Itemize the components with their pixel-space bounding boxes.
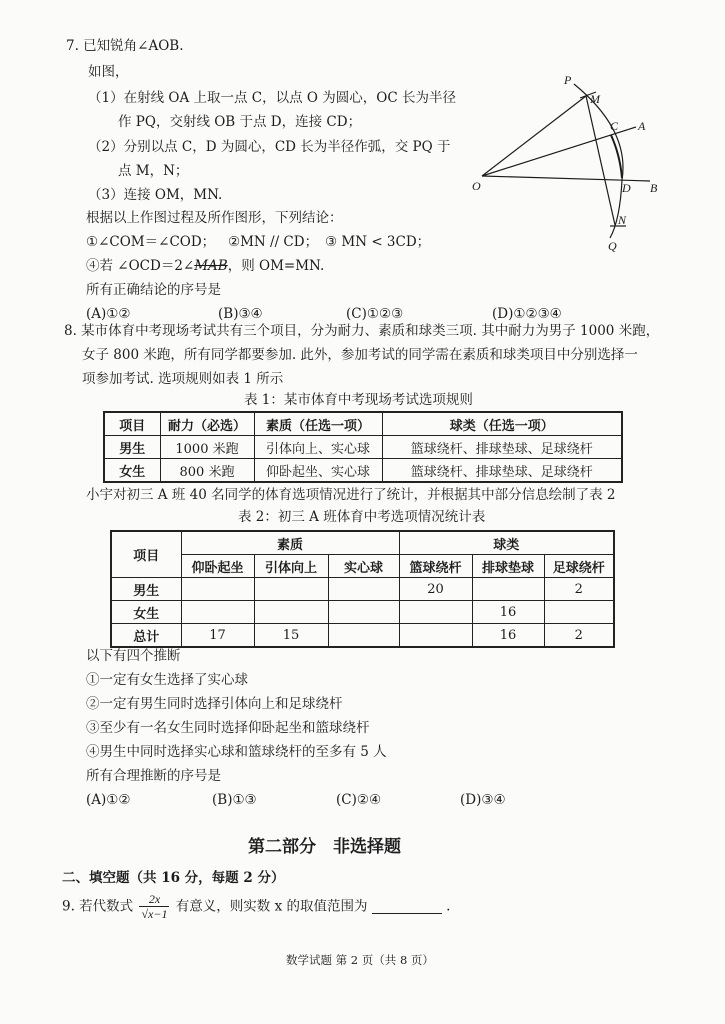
q7-step-1: （1）在射线 OA 上取一点 C，以点 O 为圆心，OC 长为半径: [88, 90, 456, 106]
table2-row: [111, 624, 614, 648]
table2-cell: [399, 624, 472, 648]
q9-prefix: 9. 若代数式: [62, 898, 134, 915]
table2-row-label: 女生: [111, 601, 181, 624]
table1-header: 球类（任选一项）: [382, 412, 622, 436]
table1-row: [104, 459, 622, 483]
q7-option-d: (D)①②③④: [492, 306, 562, 322]
table2-cell: 15: [254, 624, 328, 648]
q8-inference-4: ④男生中同时选择实心球和篮球绕杆的至多有 5 人: [86, 744, 387, 760]
q9-suffix: 有意义，则实数 x 的取值范围为: [175, 898, 368, 915]
q7-option-c: (C)①②③: [346, 306, 404, 322]
label-p: P: [564, 73, 572, 87]
q8-option-b: (B)①③: [212, 792, 257, 808]
table1-cell: 引体向上、实心球: [254, 436, 382, 459]
table1: [103, 411, 623, 483]
q7-intro: 如图，: [88, 64, 129, 80]
q8-mid-text: 小宇对初三 A 班 40 名同学的体育选项情况进行了统计，并根据其中部分信息绘制了表 2: [86, 487, 616, 503]
part2-title: 第二部分 非选择题: [248, 837, 401, 857]
table2-row: [111, 578, 614, 601]
q7-title: 7. 已知锐角∠AOB.: [66, 38, 184, 54]
table1-cell: 800 米跑: [160, 459, 254, 483]
q9-numerator: 2x: [139, 892, 169, 907]
table2-cell: 2: [544, 624, 614, 648]
q8-line-2: 女子 800 米跑，所有同学都要参加. 此外，参加考试的同学需在素质和球类项目中分别选择一: [82, 347, 638, 363]
page-footer: 数学试题 第 2 页（共 8 页）: [286, 953, 434, 967]
table1-header: 项目: [104, 412, 160, 436]
table2-row-label: 男生: [111, 578, 181, 601]
table2-cell: [472, 578, 544, 601]
label-m: M: [590, 92, 600, 106]
q7-step-3: （3）连接 OM，MN.: [88, 187, 223, 203]
table2-subheader: 引体向上: [254, 555, 328, 578]
table2-cell: 16: [472, 624, 544, 648]
section-title: 二、填空题（共 16 分，每题 2 分）: [62, 870, 285, 886]
q8-line-3: 项参加考试. 选项规则如表 1 所示: [82, 371, 284, 387]
table1-header-row: [104, 412, 622, 436]
table1-cell: 女生: [104, 459, 160, 483]
q7-prompt: 所有正确结论的序号是: [86, 282, 221, 298]
q7-conclusion-3: ③ MN < 3CD；: [325, 234, 431, 250]
label-c: C: [610, 119, 619, 133]
q7-step-2: （2）分别以点 C，D 为圆心，CD 长为半径作弧，交 PQ 于: [88, 139, 451, 155]
q7-conclusion-1: ①∠COM＝∠COD；: [86, 234, 216, 250]
segment-om: [482, 96, 586, 176]
label-q: Q: [608, 239, 617, 253]
table2-row-label: 总计: [111, 624, 181, 648]
table2-cell: [328, 578, 399, 601]
table2-cell: [328, 624, 399, 648]
table2-subheader-row: [111, 555, 614, 578]
q9-denominator: √x−1: [141, 907, 168, 921]
table2-group-suzhi: 素质: [181, 531, 399, 555]
label-d: D: [622, 181, 631, 195]
segment-mn: [586, 96, 615, 225]
table1-cell: 1000 米跑: [160, 436, 254, 459]
table2-subheader: 仰卧起坐: [181, 555, 254, 578]
table2-caption: 表 2：初三 A 班体育中考选项情况统计表: [238, 509, 486, 525]
label-a: A: [638, 119, 646, 133]
q7-figure: [460, 60, 680, 260]
q8-prompt: 所有合理推断的序号是: [86, 768, 221, 784]
table1-cell: 篮球绕杆、排球垫球、足球绕杆: [382, 459, 622, 483]
arc-cd-thick: [611, 135, 622, 178]
label-o: O: [472, 179, 481, 193]
q7-conclusion-4-prefix: ④若 ∠OCD＝2∠: [86, 258, 195, 274]
q8-option-d: (D)③④: [460, 792, 506, 808]
table1-caption: 表 1：某市体育中考现场考试选项规则: [244, 392, 473, 408]
table2-cell: [328, 601, 399, 624]
table1-header: 耐力（必选）: [160, 412, 254, 436]
label-b: B: [650, 181, 658, 195]
q8-inference-2: ②一定有男生同时选择引体向上和足球绕杆: [86, 696, 343, 712]
table2-row: [111, 601, 614, 624]
q7-option-b: (B)③④: [218, 306, 263, 322]
table1-cell: 男生: [104, 436, 160, 459]
table1-cell: 篮球绕杆、排球垫球、足球绕杆: [382, 436, 622, 459]
q8-option-a: (A)①②: [86, 792, 131, 808]
q9-answer-blank[interactable]: [372, 899, 442, 914]
table2-cell: 17: [181, 624, 254, 648]
q7-option-a: (A)①②: [86, 306, 131, 322]
table1-cell: 仰卧起坐、实心球: [254, 459, 382, 483]
table2-cell: [544, 601, 614, 624]
arc-pq: [574, 84, 623, 238]
table2-cell: 20: [399, 578, 472, 601]
q7-conclusion-4-struck: MAB: [194, 258, 228, 274]
table2-subheader: 实心球: [328, 555, 399, 578]
q8-inference-lead: 以下有四个推断: [86, 648, 181, 664]
q9-end: .: [446, 898, 451, 915]
table2-cell: [254, 578, 328, 601]
q9-fraction: [139, 892, 169, 921]
table2-cell: [254, 601, 328, 624]
q9: [62, 892, 450, 921]
table2-group-row: [111, 531, 614, 555]
q8-option-c: (C)②④: [336, 792, 382, 808]
q7-conclusion-2: ②MN // CD；: [228, 234, 319, 250]
table2: [110, 530, 615, 648]
q7-conclusion-4: [86, 256, 324, 276]
table2-cell: [181, 601, 254, 624]
q8-inference-3: ③至少有一名女生同时选择仰卧起坐和篮球绕杆: [86, 720, 370, 736]
q7-lead: 根据以上作图过程及所作图形，下列结论：: [86, 210, 343, 226]
q7-step-1-cont: 作 PQ，交射线 OB 于点 D，连接 CD；: [118, 114, 362, 130]
table2-cell: 2: [544, 578, 614, 601]
table2-group-qiulei: 球类: [399, 531, 614, 555]
label-n: N: [618, 213, 627, 227]
table2-cell: [399, 601, 472, 624]
table2-subheader: 排球垫球: [472, 555, 544, 578]
table1-header: 素质（任选一项）: [254, 412, 382, 436]
q8-inference-1: ①一定有女生选择了实心球: [86, 672, 248, 688]
ray-oa: [482, 127, 636, 176]
q8-line-1: 8. 某市体育中考现场考试共有三个项目，分为耐力、素质和球类三项. 其中耐力为男子 1000 米跑，: [64, 323, 660, 339]
table2-cell: [181, 578, 254, 601]
q7-step-2-cont: 点 M，N；: [118, 163, 189, 179]
table2-subheader: 足球绕杆: [544, 555, 614, 578]
table2-cell: 16: [472, 601, 544, 624]
q7-conclusion-4-suffix: ，则 OM=MN.: [227, 258, 325, 274]
table2-corner: 项目: [111, 531, 181, 578]
table1-row: [104, 436, 622, 459]
table2-subheader: 篮球绕杆: [399, 555, 472, 578]
